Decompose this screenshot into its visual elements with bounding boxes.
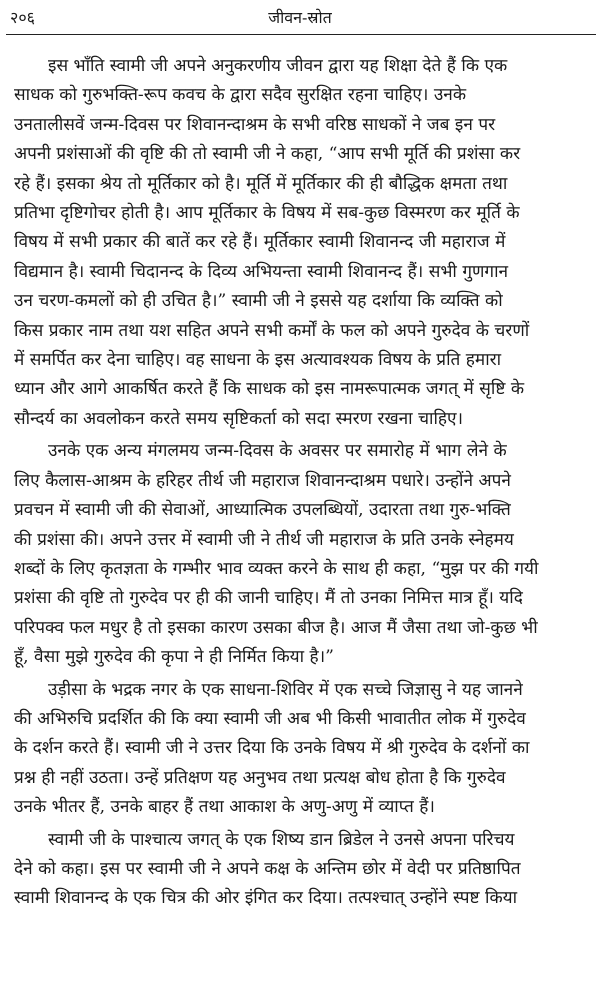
text-line: साधक को गुरुभक्ति-रूप कवच के द्वारा सदैव सुरक्षित रहना चाहिए। उनके: [14, 85, 467, 106]
text-line: उनके एक अन्य मंगलमय जन्म-दिवस के अवसर पर समारोह में भाग लेने के: [48, 441, 507, 462]
text-line: में समर्पित कर देना चाहिए। वह साधना के इस अत्यावश्यक विषय के प्रति हमारा: [14, 350, 502, 371]
paragraph: [14, 676, 594, 823]
text-line: की अभिरुचि प्रदर्शित की कि क्या स्वामी जी अब भी किसी भावातीत लोक में गुरुदेव: [14, 708, 526, 729]
text-line: लिए कैलास-आश्रम के हरिहर तीर्थ जी महाराज शिवानन्दाश्रम पधारे। उन्होंने अपने: [14, 470, 511, 491]
text-line: ध्यान और आगे आकर्षित करते हैं कि साधक को इस नामरूपात्मक जगत् में सृष्टि के: [14, 379, 525, 400]
text-line: के दर्शन करते हैं। स्वामी जी ने उत्तर दिया कि उनके विषय में श्री गुरुदेव के दर्शनों का: [14, 738, 530, 759]
paragraph: [14, 52, 594, 434]
text-line: रहे हैं। इसका श्रेय तो मूर्तिकार को है। मूर्ति में मूर्तिकार की ही बौद्धिक क्षमता तथा: [14, 173, 508, 194]
text-line: उनके भीतर हैं, उनके बाहर हैं तथा आकाश के अणु-अणु में व्याप्त हैं।: [14, 797, 435, 818]
header-rule: [6, 34, 596, 35]
text-line: प्रशंसा की वृष्टि तो गुरुदेव पर ही की जानी चाहिए। मैं तो उनका निमित्त मात्र हूँ। यदि: [14, 588, 523, 609]
body-text: [14, 52, 594, 917]
text-line: स्वामी जी के पाश्चात्य जगत् के एक शिष्य डान ब्रिडेल ने उनसे अपना परिचय: [48, 829, 515, 850]
paragraph: [14, 437, 594, 672]
text-line: प्रतिभा दृष्टिगोचर होती है। आप मूर्तिकार के विषय में सब-कुछ विस्मरण कर मूर्ति के: [14, 203, 520, 224]
text-line: अपनी प्रशंसाओं की वृष्टि की तो स्वामी जी ने कहा, “आप सभी मूर्ति की प्रशंसा कर: [14, 144, 521, 165]
text-line: इस भाँति स्वामी जी अपने अनुकरणीय जीवन द्वारा यह शिक्षा देते हैं कि एक: [48, 56, 508, 76]
text-line: हूँ, वैसा मुझे गुरुदेव की कृपा ने ही निर्मित किया है।”: [14, 647, 334, 668]
text-line: उनतालीसवें जन्म-दिवस पर शिवानन्दाश्रम के सभी वरिष्ठ साधकों ने जब इन पर: [14, 114, 496, 135]
text-line: स्वामी शिवानन्द के एक चित्र की ओर इंगित कर दिया। तत्पश्चात् उन्होंने स्पष्ट किया: [14, 888, 518, 909]
text-line: की प्रशंसा की। अपने उत्तर में स्वामी जी ने तीर्थ जी महाराज के प्रति उनके स्नेहमय: [14, 529, 514, 550]
text-line: प्रश्न ही नहीं उठता। उन्हें प्रतिक्षण यह अनुभव तथा प्रत्यक्ष बोध होता है कि गुरुदेव: [14, 767, 506, 788]
page-number: २०६: [10, 8, 35, 27]
text-line: उन चरण-कमलों को ही उचित है।” स्वामी जी ने इससे यह दर्शाया कि व्यक्ति को: [14, 291, 503, 312]
text-line: सौन्दर्य का अवलोकन करते समय सृष्टिकर्ता को सदा स्मरण रखना चाहिए।: [14, 408, 464, 429]
page-header: [0, 0, 600, 40]
text-line: किस प्रकार नाम तथा यश सहित अपने सभी कर्मों के फल को अपने गुरुदेव के चरणों: [14, 320, 530, 341]
paragraph: [14, 826, 594, 914]
text-line: विषय में सभी प्रकार की बातें कर रहे हैं। मूर्तिकार स्वामी शिवानन्द जी महाराज में: [14, 232, 506, 253]
text-line: विद्यमान है। स्वामी चिदानन्द के दिव्य अभियन्ता स्वामी शिवानन्द हैं। सभी गुणगान: [14, 261, 509, 282]
text-line: उड़ीसा के भद्रक नगर के एक साधना-शिविर में एक सच्चे जिज्ञासु ने यह जानने: [48, 679, 523, 700]
text-line: देने को कहा। इस पर स्वामी जी ने अपने कक्ष के अन्तिम छोर में वेदी पर प्रतिष्ठापित: [14, 858, 521, 879]
text-line: शब्दों के लिए कृतज्ञता के गम्भीर भाव व्यक्त करने के साथ ही कहा, “मुझ पर की गयी: [14, 558, 539, 579]
running-title: जीवन-स्रोत: [268, 8, 332, 27]
text-line: प्रवचन में स्वामी जी की सेवाओं, आध्यात्मिक उपलब्धियों, उदारता तथा गुरु-भक्ति: [14, 500, 511, 521]
text-line: परिपक्व फल मधुर है तो इसका कारण उसका बीज है। आज मैं जैसा तथा जो-कुछ भी: [14, 617, 538, 638]
